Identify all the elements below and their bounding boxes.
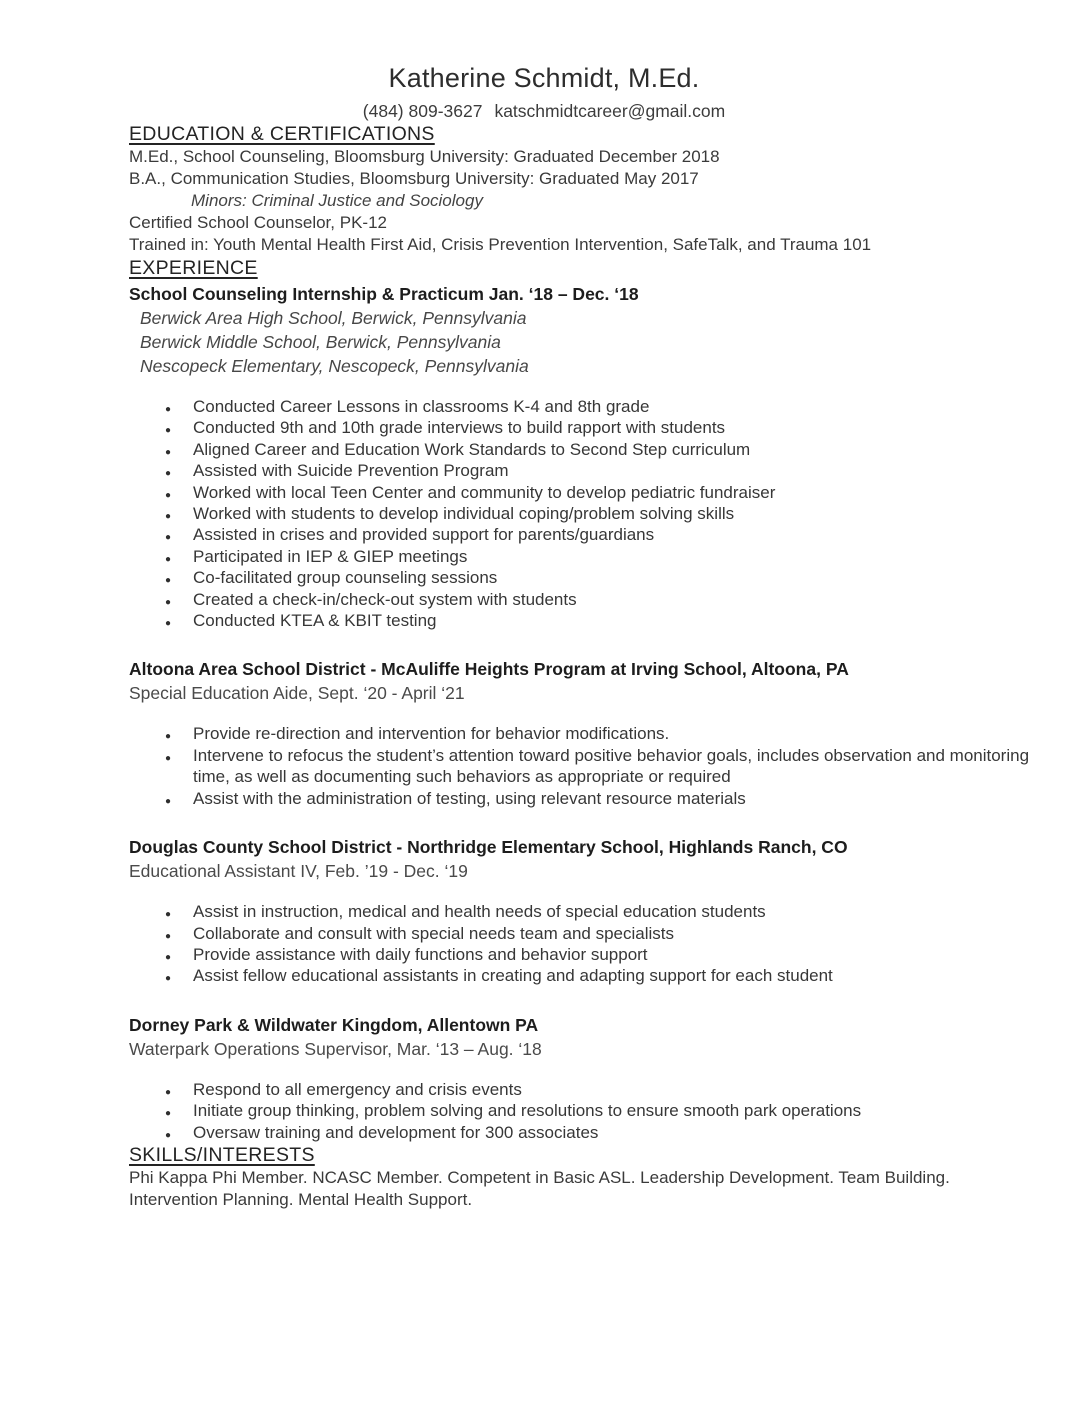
bullet-item: ● Assisted in crises and provided support for parents/guardians [193, 524, 1044, 545]
job-subtitle: Educational Assistant IV, Feb. ’19 - Dec. ‘19 [129, 861, 468, 882]
education-minors-line: Minors: Criminal Justice and Sociology [191, 191, 483, 210]
job-bullet-list [129, 396, 1044, 631]
bullet-item: ● Conducted Career Lessons in classrooms K-4 and 8th grade [193, 396, 1044, 417]
job-subtitle: Waterpark Operations Supervisor, Mar. ‘13 – Aug. ‘18 [129, 1038, 542, 1059]
education-degree-line: B.A., Communication Studies, Bloomsburg University: Graduated May 2017 [129, 169, 699, 188]
education-certification-line: Certified School Counselor, PK-12 [129, 213, 387, 232]
bullet-item: ● Provide assistance with daily functions and behavior support [193, 944, 1044, 965]
education-degree-line: M.Ed., School Counseling, Bloomsburg University: Graduated December 2018 [129, 147, 720, 166]
job-title: Douglas County School District - Northridge Elementary School, Highlands Ranch, CO [129, 837, 848, 858]
job-title: Dorney Park & Wildwater Kingdom, Allentown PA [129, 1014, 539, 1035]
education-section [129, 122, 1044, 256]
bullet-item: ● Initiate group thinking, problem solving and resolutions to ensure smooth park operations [193, 1100, 1044, 1121]
job-subtitle: Special Education Aide, Sept. ‘20 - April ‘21 [129, 683, 465, 704]
job-bullet-list [129, 901, 1044, 987]
bullet-item: ● Collaborate and consult with special needs team and specialists [193, 923, 1044, 944]
education-training-line: Trained in: Youth Mental Health First Aid, Crisis Prevention Intervention, SafeTalk, and Trauma 101 [129, 235, 872, 254]
section-heading-skills: SKILLS/INTERESTS [129, 1143, 315, 1166]
bullet-item: ● Intervene to refocus the student’s attention toward positive behavior goals, includes observation and monitoring time, as well as documenting such behaviors as appropriate or required [193, 745, 1044, 788]
bullet-item: ● Assist with the administration of testing, using relevant resource materials [193, 788, 1044, 809]
bullet-item: ● Worked with students to develop individual coping/problem solving skills [193, 503, 1044, 524]
contact-line [129, 100, 959, 122]
resume-header [129, 62, 959, 122]
job-location: Berwick Middle School, Berwick, Pennsylvania [140, 332, 501, 352]
bullet-item: ● Respond to all emergency and crisis events [193, 1079, 1044, 1100]
bullet-item: ● Participated in IEP & GIEP meetings [193, 546, 1044, 567]
job-entry [129, 657, 1044, 809]
person-name: Katherine Schmidt, M.Ed. [388, 63, 700, 93]
bullet-item: ● Oversaw training and development for 300 associates [193, 1122, 1044, 1143]
job-title: School Counseling Internship & Practicum Jan. ‘18 – Dec. ‘18 [129, 284, 639, 304]
skills-section [129, 1143, 1044, 1211]
job-entry [129, 835, 1044, 987]
bullet-item: ● Worked with local Teen Center and community to develop pediatric fundraiser [193, 482, 1044, 503]
job-location: Berwick Area High School, Berwick, Pennsylvania [140, 308, 527, 328]
bullet-item: ● Conducted KTEA & KBIT testing [193, 610, 1044, 631]
job-entry [129, 1013, 1044, 1143]
job-bullet-list [129, 723, 1044, 809]
section-heading-experience: EXPERIENCE [129, 257, 258, 279]
job-location: Nescopeck Elementary, Nescopeck, Pennsylvania [140, 356, 529, 376]
bullet-item: ● Provide re-direction and intervention for behavior modifications. [193, 723, 1044, 744]
job-bullet-list [129, 1079, 1044, 1143]
job-entry [129, 282, 1044, 631]
section-heading-education: EDUCATION & CERTIFICATIONS [129, 123, 435, 145]
phone-number: (484) 809-3627 [362, 101, 483, 121]
bullet-item: ● Assisted with Suicide Prevention Program [193, 460, 1044, 481]
bullet-item: ● Aligned Career and Education Work Standards to Second Step curriculum [193, 439, 1044, 460]
bullet-item: ● Conducted 9th and 10th grade interviews to build rapport with students [193, 417, 1044, 438]
bullet-item: ● Created a check-in/check-out system with students [193, 589, 1044, 610]
bullet-item: ● Assist in instruction, medical and health needs of special education students [193, 901, 1044, 922]
job-title: Altoona Area School District - McAuliffe Heights Program at Irving School, Altoona, PA [129, 659, 849, 680]
skills-text: Phi Kappa Phi Member. NCASC Member. Competent in Basic ASL. Leadership Development. Team Building. Intervention Planning. Mental Health Support. [129, 1167, 950, 1209]
email-address: katschmidtcareer@gmail.com [494, 101, 726, 121]
bullet-item: ● Co-facilitated group counseling sessions [193, 567, 1044, 588]
experience-section [129, 256, 1044, 1143]
bullet-item: ● Assist fellow educational assistants in creating and adapting support for each student [193, 965, 1044, 986]
